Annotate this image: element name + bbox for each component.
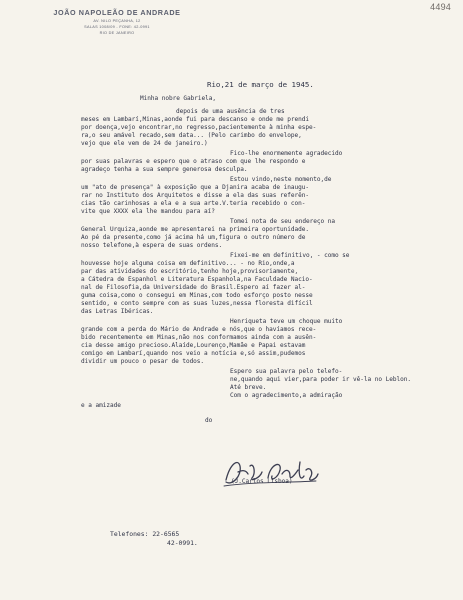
body-line: houvesse hoje alguma coisa em definitivo... - no Rio,onde,a [81,260,295,267]
letter-date: Rio,21 de março de 1945. [207,80,314,89]
closing-line: e a amizade [81,402,121,409]
body-line: Fixei-me em definitivo, - como se [230,252,350,259]
body-line: Tomei nota de seu endereço na [230,218,335,225]
salutation: Minha nobre Gabriela, [140,95,216,102]
archive-number: 4494 [430,2,451,12]
phones-label: Telefones: 22-6565 [110,530,180,538]
body-line: General Urquiza,aonde me apresentarei na primeira oportunidade. [81,226,309,233]
phones-second: 42-0991. [167,539,198,547]
body-line: par das atividades do escritório,tenho hoje,provisoriamente, [81,268,299,275]
body-line: sentido, e conto sempre com as suas luzes,nessa floresta difícil [81,300,313,307]
body-line: Estou vindo,neste momento,de [230,176,332,183]
letterhead-city: RIO DE JANEIRO [99,31,135,35]
body-line: Espero sua palavra pelo telefo- [230,368,343,375]
letterhead-name: JOÃO NAPOLEÃO DE ANDRADE [53,8,181,17]
body-line: Com o agradecimento,a admiração [230,392,343,399]
body-line: depois de uma ausência de tres [176,108,285,115]
body-line: agradeço tenha a sua sempre generosa desculpa. [81,166,248,173]
body-line: bido recentemente em Minas,não nos conformamos ainda com a ausên- [81,334,317,341]
body-line: por suas palavras e espero que o atraso com que lhe respondo e [81,158,306,165]
body-line: vejo que ele vem de 24 de janeiro.) [81,140,208,147]
body-line: cia desse amigo precioso.Alaíde,Lourenço,Mamãe e Papai estavam [81,342,306,349]
body-line: Henriqueta teve um choque muito [230,318,343,325]
body-line: Ao pé da presente,como já acima há um,figura o outro número de [81,234,306,241]
body-line: nal de Filosofia,da Universidade do Brasil.Espero aí fazer al- [81,284,306,291]
body-line: guma coisa,como o consegui em Minas,com todo esforço posto nesse [81,292,313,299]
body-line: rar no Instituto dos Arquitetos e disse a ela das suas referên- [81,192,309,199]
letterhead-address: AV. NILO PEÇANHA, 12 [93,19,141,23]
body-line: ra,o seu amável recado,sem data... (Pelo carimbo do envelope, [81,132,302,139]
handwritten-signature [220,452,320,492]
letterhead-office: SALAS 1008/09 - FONE: 42-0991 [84,25,150,29]
body-line: das Letras Ibéricas. [81,308,154,315]
body-line: cias tão carinhosas a ela e a sua arte.V.teria recebido o con- [81,200,306,207]
body-line: Fico-lhe enormemente agradecido [230,150,343,157]
typed-signature-name: (J.Carlos Lisboa) [231,478,293,485]
body-line: Até breve. [230,384,267,391]
body-line: comigo em Lambarí,quando nos veio a notícia e,só assim,pudemos [81,350,306,357]
body-line: um "ato de presença" à exposição que a Djanira acaba de inaugu- [81,184,309,191]
body-line: a Cátedra de Espanhol e Literatura Espanhola,na Faculdade Nacio- [81,276,313,283]
body-line: meses em Lambarí,Minas,aonde fui para descanso e onde me prendi [81,116,309,123]
body-line: nosso telefone,à espera de suas ordens. [81,242,223,249]
closing-from: do [205,417,213,424]
body-line: dividir um pouco o pesar de todos. [81,358,205,365]
body-line: grande com a perda do Mário de Andrade e nós,que o havíamos rece- [81,326,317,333]
body-line: vite que XXXX ela lhe mandou para aí? [81,208,215,215]
body-line: por doença,vejo encontrar,no regresso,pacientemente à minha espe- [81,124,317,131]
body-line: ne,quando aqui vier,para poder ir vê-la no Leblon. [230,376,411,383]
phone-numbers [110,530,198,548]
